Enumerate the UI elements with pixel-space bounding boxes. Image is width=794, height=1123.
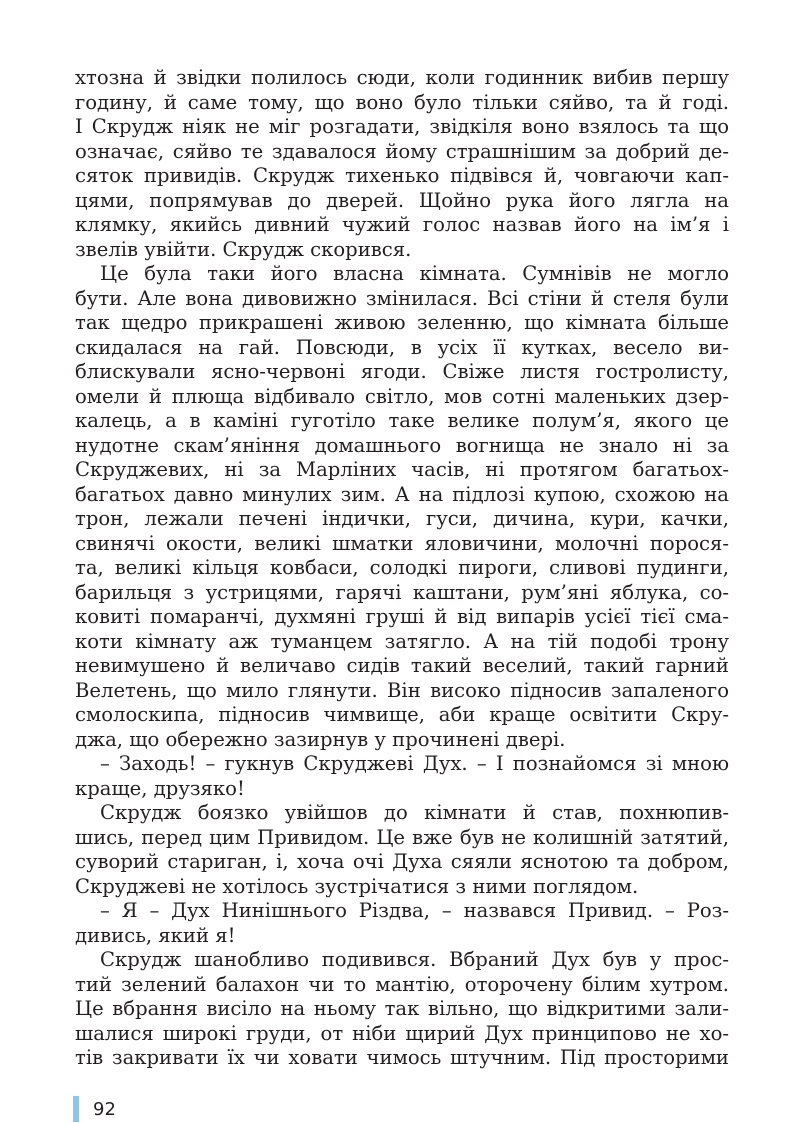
text-line: Це вбрання висіло на ньому так вільно, що відкритими зали- xyxy=(75,997,729,1020)
text-line: скидалася на гай. Повсюди, в усіх її кутках, весело ви- xyxy=(75,335,729,359)
text-line: суворий стариган, і, хоча очі Духа сяяли яснотою та добром, xyxy=(75,850,729,873)
text-line: шалися широкі груди, от ніби щирий Дух принципово не хо- xyxy=(75,1021,729,1045)
text-line: Скрудж шанобливо подивився. Вбраний Дух був у прос- xyxy=(100,948,729,971)
page-number: 92 xyxy=(93,1098,116,1120)
text-line: блискували ясно-червоні ягоди. Свіже листя гостролисту, xyxy=(75,360,729,383)
text-line: хтозна й звідки полилось сюди, коли годинник вибив першу xyxy=(75,66,729,89)
body-text xyxy=(75,66,729,1071)
text-line: калець, а в каміні гуготіло таке велике полум’я, якого це xyxy=(75,409,729,432)
text-line: омели й плюща відбивало світло, мов сотні маленьких дзер- xyxy=(75,384,729,408)
text-line: Це була таки його власна кімната. Сумнівів не могло xyxy=(100,262,729,285)
text-line: так щедро прикрашені живою зеленню, що кімната більше xyxy=(75,311,729,334)
text-line: цями, попрямував до дверей. Щойно рука його лягла на xyxy=(75,188,729,212)
text-line: багатьох давно минулих зим. А на підлозі купою, схожою на xyxy=(75,482,729,506)
text-line: дивись, який я! xyxy=(75,923,236,947)
text-line: свинячі окости, великі шматки яловичини, молочні порося- xyxy=(75,531,729,555)
text-line: та, великі кільця ковбаси, солодкі пироги, сливові пудинги, xyxy=(75,556,729,579)
text-line: годину, й саме тому, що воно було тільки сяйво, та й годі. xyxy=(75,90,729,114)
text-line: Скруджевих, ні за Марліних часів, ні протягом багатьох- xyxy=(75,458,729,481)
text-line: бути. Але вона дивовижно змінилася. Всі стіни й стеля були xyxy=(75,286,729,310)
text-line: – Заходь! – гукнув Скруджеві Дух. – І познайомся зі мною xyxy=(100,752,729,775)
text-line: смолоскипа, підносив чимвище, аби краще освітити Скру- xyxy=(75,703,729,726)
text-line: ковиті помаранчі, духмяні груші й від випарів усієї тієї сма- xyxy=(75,605,729,628)
text-line: тий зелений балахон чи то мантію, оторочену білим хутром. xyxy=(75,972,729,996)
page-marker-bar xyxy=(73,1096,79,1122)
text-line: барильця з устрицями, гарячі каштани, рум’яні яблука, со- xyxy=(75,580,729,604)
page-footer xyxy=(73,1096,116,1122)
text-line: нудотне скам’яніння домашнього вогнища не знало ні за xyxy=(75,433,729,457)
text-line: Скруджеві не хотілось зустрічатися з ними поглядом. xyxy=(75,874,639,898)
text-line: трон, лежали печені індички, гуси, дичина, кури, качки, xyxy=(75,507,729,530)
text-line: Скрудж боязко увійшов до кімнати й став, похнюпив- xyxy=(100,801,729,824)
text-line: І Скрудж ніяк не міг розгадати, звідкіля воно взялось та що xyxy=(75,115,729,138)
text-line: невимушено й величаво сидів такий веселий, такий гарний xyxy=(75,654,729,677)
text-line: тів закривати їх чи ховати чимось штучним. Під просторими xyxy=(75,1046,729,1069)
text-line: Велетень, що мило глянути. Він високо підносив запаленого xyxy=(75,678,729,702)
text-line: джа, що обережно зазирнув у прочинені двері. xyxy=(75,727,566,751)
text-line: коти кімнату аж туманцем затягло. А на тій подобі трону xyxy=(75,629,729,653)
text-line: – Я – Дух Нинішнього Різдва, – назвався Привид. – Роз- xyxy=(100,899,729,922)
text-line: шись, перед цим Привидом. Це вже був не колишній затятий, xyxy=(75,825,729,849)
text-line: краще, друзяко! xyxy=(75,776,245,800)
text-line: означає, сяйво те здавалося йому страшнішим за добрий де- xyxy=(75,139,729,163)
text-line: клямку, якийсь дивний чужий голос назвав його на ім’я і xyxy=(75,213,729,236)
text-line: звелів увійти. Скрудж скорився. xyxy=(75,237,412,261)
text-line: сяток привидів. Скрудж тихенько підвівся й, човгаючи кап- xyxy=(75,164,729,187)
